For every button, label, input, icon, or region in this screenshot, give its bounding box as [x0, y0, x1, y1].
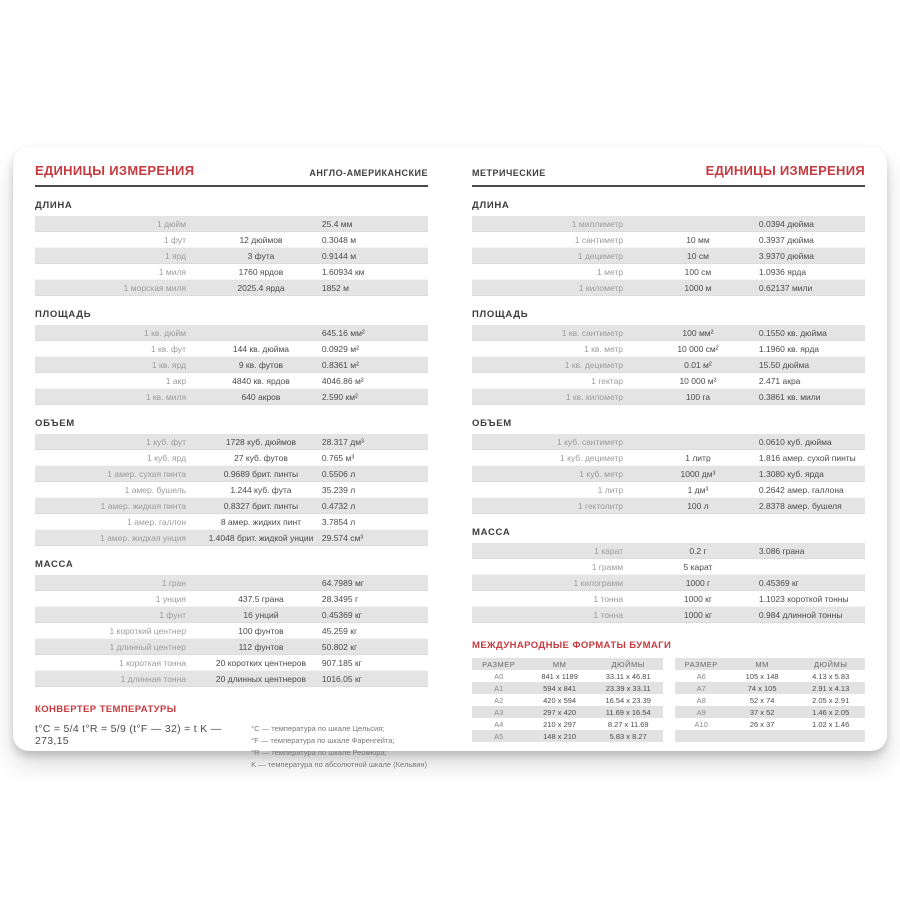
unit-cell: 1 фунт	[159, 609, 187, 620]
table-row	[472, 232, 865, 248]
section-title: ПЛОЩАДЬ	[35, 309, 92, 320]
value-cell: 64.7989 мг	[321, 577, 364, 588]
paper-row	[472, 682, 663, 694]
unit-cell: 1 кв. метр	[584, 343, 624, 354]
value-cell: 0.3048 м	[321, 234, 357, 245]
unit-cell: 1 тонна	[593, 609, 624, 620]
table-row	[35, 373, 428, 389]
table-row	[472, 325, 865, 341]
value-cell: 907.185 кг	[321, 657, 362, 668]
header-rule	[35, 185, 428, 187]
mm-cell: 420 x 594	[543, 695, 577, 705]
size-cell: A4	[494, 719, 504, 729]
value-cell: 2.471 акра	[758, 375, 801, 386]
inches-header: ДЮЙМЫ	[611, 659, 645, 669]
temperature-formula: t°C = 5/4 t°R = 5/9 (t°F — 32) = t K — 273,15	[35, 723, 222, 747]
unit-cell: 1 метр	[597, 266, 624, 277]
value-cell: 1.816 амер. сухой пинты	[758, 452, 856, 463]
value-cell: 1016.05 кг	[321, 673, 362, 684]
equivalent-cell: 20 длинных центнеров	[215, 673, 306, 684]
unit-cell: 1 куб. дециметр	[559, 452, 624, 463]
unit-cell: 1 короткая тонна	[119, 657, 187, 668]
size-header: РАЗМЕР	[482, 659, 516, 669]
unit-cell: 1 миля	[158, 266, 187, 277]
section-title: ДЛИНА	[35, 200, 73, 211]
table-row	[472, 450, 865, 466]
table-row	[35, 325, 428, 341]
value-cell: 1.60934 км	[321, 266, 365, 277]
inches-cell: 5.83 x 8.27	[609, 731, 647, 741]
unit-cell: 1 километр	[578, 282, 624, 293]
unit-cell: 1 гран	[161, 577, 187, 588]
equivalent-cell: 144 кв. дюйма	[232, 343, 290, 354]
paper-row	[675, 706, 866, 718]
value-cell: 0.45369 кг	[321, 609, 362, 620]
equivalent-cell: 0.9689 брит. пинты	[223, 468, 299, 479]
equivalent-cell: 16 унций	[243, 609, 279, 620]
table-row	[472, 434, 865, 450]
table-row	[35, 232, 428, 248]
equivalent-cell: 100 га	[685, 391, 711, 402]
equivalent-cell: 1000 кг	[683, 609, 712, 620]
equivalent-cell: 0.8327 брит. пинты	[223, 500, 299, 511]
equivalent-cell: 10 мм	[686, 234, 710, 245]
unit-cell: 1 гектар	[591, 375, 624, 386]
table-row	[35, 514, 428, 530]
table-row	[35, 498, 428, 514]
value-cell: 1.1023 короткой тонны	[758, 593, 849, 604]
section-title: МАССА	[472, 527, 511, 538]
equivalent-cell: 100 мм²	[682, 327, 714, 338]
conversion-table	[472, 216, 865, 296]
temperature-note: °F — температура по шкале Фаренгейта;	[251, 736, 395, 745]
temperature-converter	[35, 704, 428, 771]
value-cell: 25.4 мм	[321, 218, 353, 229]
paper-table-header	[675, 658, 866, 670]
equivalent-cell: 12 дюймов	[239, 234, 283, 245]
table-row	[472, 389, 865, 405]
paper-row	[472, 706, 663, 718]
mm-cell: 210 x 297	[543, 719, 577, 729]
equivalent-cell: 4840 кв. ярдов	[232, 375, 290, 386]
table-row	[472, 498, 865, 514]
equivalent-cell: 640 акров	[241, 391, 281, 402]
table-row	[472, 607, 865, 623]
table-row	[35, 466, 428, 482]
value-cell: 0.4732 л	[321, 500, 356, 511]
inches-cell: 16.54 x 23.39	[605, 695, 651, 705]
table-row	[472, 575, 865, 591]
table-row	[35, 530, 428, 546]
unit-cell: 1 гектолитр	[577, 500, 624, 511]
value-cell: 0.0610 куб. дюйма	[758, 436, 832, 447]
equivalent-cell: 2025.4 ярда	[237, 282, 285, 293]
equivalent-cell: 10 000 м²	[679, 375, 717, 386]
unit-cell: 1 килограмм	[573, 577, 624, 588]
value-cell: 35.239 л	[321, 484, 356, 495]
paper-row	[675, 718, 866, 730]
right-page-header	[472, 163, 865, 178]
value-cell: 1.0936 ярда	[758, 266, 807, 277]
equivalent-cell: 10 см	[687, 250, 709, 261]
section-area	[472, 309, 865, 405]
value-cell: 1.1960 кв. ярда	[758, 343, 820, 354]
value-cell: 0.0929 м²	[321, 343, 359, 354]
section-volume	[472, 418, 865, 514]
unit-cell: 1 сантиметр	[574, 234, 624, 245]
table-row	[472, 264, 865, 280]
table-row	[35, 450, 428, 466]
value-cell: 1852 м	[321, 282, 349, 293]
section-title: ОБЪЕМ	[472, 418, 512, 429]
table-row	[472, 280, 865, 296]
table-row	[472, 482, 865, 498]
equivalent-cell: 3 фута	[247, 250, 275, 261]
section-title: ПЛОЩАДЬ	[472, 309, 529, 320]
value-cell: 3.7854 л	[321, 516, 356, 527]
unit-cell: 1 дециметр	[577, 250, 624, 261]
table-row	[472, 543, 865, 559]
section-area	[35, 309, 428, 405]
equivalent-cell: 1000 м	[684, 282, 712, 293]
planner-page-spread	[13, 147, 887, 769]
temperature-title: КОНВЕРТЕР ТЕМПЕРАТУРЫ	[35, 704, 177, 715]
table-row	[35, 591, 428, 607]
unit-cell: 1 кв. дециметр	[564, 359, 624, 370]
table-row	[472, 357, 865, 373]
section-title: ОБЪЕМ	[35, 418, 75, 429]
value-cell: 0.5506 л	[321, 468, 356, 479]
section-title: МАССА	[35, 559, 74, 570]
table-row	[35, 655, 428, 671]
table-row	[472, 559, 865, 575]
paper-row	[675, 730, 866, 742]
left-page	[13, 147, 450, 769]
unit-cell: 1 куб. фут	[146, 436, 187, 447]
equivalent-cell: 1760 ярдов	[238, 266, 284, 277]
left-page-header	[35, 163, 428, 178]
value-cell: 3.9370 дюйма	[758, 250, 814, 261]
unit-cell: 1 дюйм	[157, 218, 187, 229]
unit-cell: 1 амер. сухая пинта	[107, 468, 187, 479]
temperature-note: °C — температура по шкале Цельсия;	[251, 724, 385, 733]
table-row	[35, 341, 428, 357]
unit-cell: 1 амер. жидкая унция	[100, 532, 187, 543]
equivalent-cell: 1 дм³	[687, 484, 709, 495]
value-cell: 15.50 дюйма	[758, 359, 810, 370]
value-cell: 645.16 мм²	[321, 327, 365, 338]
unit-cell: 1 карат	[594, 545, 624, 556]
unit-cell: 1 литр	[597, 484, 624, 495]
right-page	[450, 147, 887, 751]
value-cell: 0.62137 мили	[758, 282, 813, 293]
value-cell: 0.984 длинной тонны	[758, 609, 843, 620]
unit-cell: 1 куб. метр	[579, 468, 624, 479]
table-row	[35, 639, 428, 655]
value-cell: 3.086 грана	[758, 545, 805, 556]
value-cell: 50.802 кг	[321, 641, 358, 652]
value-cell: 0.3861 кв. мили	[758, 391, 821, 402]
paper-row	[675, 670, 866, 682]
mm-cell: 52 x 74	[749, 695, 775, 705]
conversion-table	[35, 325, 428, 405]
table-row	[472, 248, 865, 264]
unit-cell: 1 фут	[163, 234, 187, 245]
page-subtitle: АНГЛО-АМЕРИКАНСКИЕ	[309, 168, 428, 178]
unit-cell: 1 кв. километр	[565, 391, 624, 402]
inches-cell: 23.39 x 33.11	[605, 683, 651, 693]
unit-cell: 1 кв. сантиметр	[561, 327, 624, 338]
table-row	[35, 623, 428, 639]
paper-tables	[472, 658, 865, 742]
paper-table-a0-a5	[472, 658, 663, 742]
section-length	[472, 200, 865, 296]
unit-cell: 1 кв. дюйм	[144, 327, 187, 338]
size-cell: A9	[696, 707, 706, 717]
inches-cell: 11.69 x 16.54	[605, 707, 651, 717]
page-title: ЕДИНИЦЫ ИЗМЕРЕНИЯ	[705, 163, 865, 178]
paper-row	[675, 682, 866, 694]
temperature-note: °R — температура по шкале Реомюра;	[251, 748, 387, 757]
mm-cell: 26 x 37	[749, 719, 775, 729]
inches-cell: 33.11 x 46.81	[605, 671, 651, 681]
paper-table-a6-a10	[675, 658, 866, 742]
paper-row	[472, 670, 663, 682]
table-row	[472, 373, 865, 389]
paper-formats-title: МЕЖДУНАРОДНЫЕ ФОРМАТЫ БУМАГИ	[472, 640, 672, 651]
mm-cell: 37 x 52	[749, 707, 775, 717]
unit-cell: 1 куб. сантиметр	[556, 436, 624, 447]
unit-cell: 1 короткий центнер	[109, 625, 187, 636]
unit-cell: 1 длинная тонна	[120, 673, 187, 684]
equivalent-cell: 8 амер. жидких пинт	[220, 516, 302, 527]
mm-cell: 841 x 1189	[541, 671, 578, 681]
conversion-table	[472, 543, 865, 623]
size-cell: A3	[494, 707, 504, 717]
equivalent-cell: 0.2 г	[689, 545, 707, 556]
value-cell: 1.3080 куб. ярда	[758, 468, 824, 479]
unit-cell: 1 куб. ярд	[147, 452, 187, 463]
table-row	[35, 434, 428, 450]
equivalent-cell: 10 000 см²	[677, 343, 719, 354]
size-cell: A8	[696, 695, 706, 705]
unit-cell: 1 амер. бушель	[124, 484, 187, 495]
equivalent-cell: 5 карат	[683, 561, 713, 572]
unit-cell: 1 миллиметр	[571, 218, 624, 229]
unit-cell: 1 длинный центнер	[109, 641, 187, 652]
equivalent-cell: 1728 куб. дюймов	[225, 436, 297, 447]
value-cell: 0.9144 м	[321, 250, 357, 261]
equivalent-cell: 9 кв. футов	[238, 359, 284, 370]
mm-cell: 297 x 420	[543, 707, 577, 717]
temperature-body	[35, 723, 428, 771]
unit-cell: 1 кв. ярд	[151, 359, 187, 370]
value-cell: 28.317 дм³	[321, 436, 364, 447]
value-cell: 45.259 кг	[321, 625, 358, 636]
mm-header: ММ	[755, 659, 769, 669]
value-cell: 0.2642 амер. галлона	[758, 484, 844, 495]
table-row	[35, 216, 428, 232]
conversion-table	[472, 434, 865, 514]
inches-cell: 4.13 x 5.83	[812, 671, 850, 681]
section-mass	[35, 559, 428, 687]
table-row	[35, 389, 428, 405]
mm-cell: 105 x 148	[745, 671, 779, 681]
size-cell: A5	[494, 731, 504, 741]
size-cell: A10	[694, 719, 708, 729]
equivalent-cell: 20 коротких центнеров	[215, 657, 306, 668]
mm-cell: 74 x 105	[747, 683, 777, 693]
inches-header: ДЮЙМЫ	[813, 659, 848, 669]
page-title: ЕДИНИЦЫ ИЗМЕРЕНИЯ	[35, 163, 195, 178]
temperature-notes	[251, 723, 427, 771]
table-row	[35, 280, 428, 296]
table-row	[35, 248, 428, 264]
section-volume	[35, 418, 428, 546]
conversion-table	[35, 434, 428, 546]
table-row	[35, 482, 428, 498]
paper-row	[472, 694, 663, 706]
paper-row	[472, 730, 663, 742]
table-row	[35, 607, 428, 623]
value-cell: 2.590 км²	[321, 391, 358, 402]
mm-cell: 594 x 841	[543, 683, 577, 693]
mm-header: ММ	[552, 659, 567, 669]
table-row	[35, 575, 428, 591]
equivalent-cell: 100 л	[687, 500, 709, 511]
page-subtitle: МЕТРИЧЕСКИЕ	[472, 168, 546, 178]
inches-cell: 2.05 x 2.91	[812, 695, 850, 705]
unit-cell: 1 грамм	[591, 561, 624, 572]
size-cell: A0	[494, 671, 504, 681]
equivalent-cell: 0.01 м²	[684, 359, 712, 370]
size-header: РАЗМЕР	[684, 659, 718, 669]
section-mass	[472, 527, 865, 623]
inches-cell: 1.02 x 1.46	[812, 719, 850, 729]
equivalent-cell: 437.5 грана	[238, 593, 284, 604]
value-cell: 28.3495 г	[321, 593, 359, 604]
equivalent-cell: 1.4048 брит. жидкой унции	[208, 532, 314, 543]
table-row	[472, 591, 865, 607]
equivalent-cell: 1000 г	[685, 577, 711, 588]
equivalent-cell: 100 см	[684, 266, 712, 277]
value-cell: 0.0394 дюйма	[758, 218, 814, 229]
conversion-table	[472, 325, 865, 405]
value-cell: 0.3937 дюйма	[758, 234, 814, 245]
size-cell: A1	[494, 683, 504, 693]
unit-cell: 1 кв. миля	[145, 391, 187, 402]
value-cell: 0.8361 м²	[321, 359, 359, 370]
table-row	[472, 341, 865, 357]
unit-cell: 1 акр	[165, 375, 187, 386]
value-cell: 29.574 см³	[321, 532, 364, 543]
header-rule	[472, 185, 865, 187]
equivalent-cell: 1 литр	[685, 452, 711, 463]
equivalent-cell: 1000 дм³	[680, 468, 716, 479]
equivalent-cell: 1000 кг	[683, 593, 712, 604]
table-row	[472, 216, 865, 232]
conversion-table	[35, 575, 428, 687]
mm-cell: 148 x 210	[543, 731, 577, 741]
equivalent-cell: 1.244 куб. фута	[230, 484, 292, 495]
value-cell: 0.765 м³	[321, 452, 355, 463]
unit-cell: 1 морская миля	[123, 282, 187, 293]
unit-cell: 1 амер. галлон	[127, 516, 187, 527]
unit-cell: 1 амер. жидкая пинта	[100, 500, 187, 511]
size-cell: A7	[696, 683, 706, 693]
value-cell: 0.1550 кв. дюйма	[758, 327, 827, 338]
equivalent-cell: 27 куб. футов	[234, 452, 288, 463]
temperature-note: K — температура по абсолютной шкале (Кельвин)	[251, 760, 428, 769]
inches-cell: 8.27 x 11.69	[607, 719, 649, 729]
value-cell: 2.8378 амер. бушеля	[758, 500, 842, 511]
inches-cell: 1.46 x 2.05	[812, 707, 850, 717]
unit-cell: 1 ярд	[164, 250, 187, 261]
inches-cell: 2.91 x 4.13	[812, 683, 850, 693]
unit-cell: 1 тонна	[593, 593, 624, 604]
value-cell: 4046.86 м²	[321, 375, 364, 386]
paper-formats	[472, 640, 865, 742]
value-cell: 0.45369 кг	[758, 577, 799, 588]
paper-row	[472, 718, 663, 730]
conversion-table	[35, 216, 428, 296]
size-cell: A2	[494, 695, 504, 705]
unit-cell: 1 кв. фут	[150, 343, 187, 354]
paper-table-header	[472, 658, 663, 670]
unit-cell: 1 унция	[155, 593, 187, 604]
table-row	[35, 357, 428, 373]
paper-row	[675, 694, 866, 706]
equivalent-cell: 100 фунтов	[238, 625, 284, 636]
section-title: ДЛИНА	[472, 200, 510, 211]
size-cell: A6	[696, 671, 706, 681]
equivalent-cell: 112 фунтов	[238, 641, 284, 652]
table-row	[472, 466, 865, 482]
table-row	[35, 671, 428, 687]
table-row	[35, 264, 428, 280]
section-length	[35, 200, 428, 296]
